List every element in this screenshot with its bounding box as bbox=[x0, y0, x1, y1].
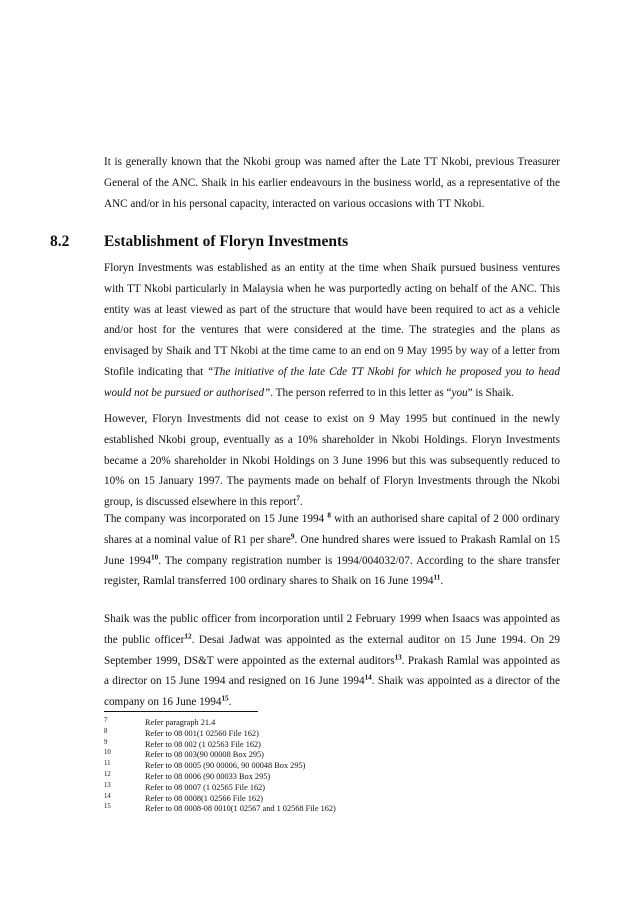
footnote-text: Refer to 08 0007 (1 02565 File 162) bbox=[145, 782, 266, 792]
intro-text: It is generally known that the Nkobi group was named after the Late TT Nkobi, previous Treasurer General of the ANC. Shaik in his earlier endeavours in the business world, as a representative of the ANC and/or in his personal capacity, interacted on various occasions with TT Nkobi. bbox=[104, 156, 560, 210]
footnote-12 bbox=[104, 772, 560, 783]
footnote-ref-12[interactable]: 12 bbox=[184, 632, 192, 641]
footnote-9 bbox=[104, 740, 560, 751]
footnote-ref-10[interactable]: 10 bbox=[151, 552, 159, 561]
footnote-text: Refer to 08 001(1 02560 File 162) bbox=[145, 728, 259, 738]
section-number: 8.2 bbox=[50, 233, 70, 250]
footnote-text: Refer to 08 002 (1 02563 File 162) bbox=[145, 739, 261, 749]
para4-text-4: . Shaik was appointed as a director of the company on 16 June 1994 bbox=[104, 675, 560, 709]
para3-text-3: . One hundred shares were issued to Prakash Ramlal on 15 June 1994 bbox=[104, 533, 560, 567]
footnote-ref-8[interactable]: 8 bbox=[327, 511, 331, 520]
footnote-text: Refer to 08 0005 (90 00006, 90 00048 Box 295) bbox=[145, 761, 306, 771]
footnote-13 bbox=[104, 783, 560, 794]
footnote-ref-7[interactable]: 7 bbox=[296, 494, 300, 503]
footnote-text: Refer paragraph 21.4 bbox=[145, 718, 216, 727]
para4-text-2: . Desai Jadwat was appointed as the external auditor on 15 June 1994. On 29 September 1999, DS&T were appointed as the external auditors bbox=[104, 633, 560, 667]
para3-text-1: The company was incorporated on 15 June 1994 bbox=[104, 513, 328, 525]
para1-end: ” is Shaik. bbox=[467, 386, 514, 399]
footnote-text: Refer to 08 003(90 00008 Box 295) bbox=[145, 750, 264, 760]
footnote-number: 15 bbox=[104, 803, 111, 811]
para4-text-3: . Prakash Ramlal was appointed as a director on 15 June 1994 and resigned on 16 June 1994 bbox=[104, 654, 560, 688]
para1-you: you bbox=[451, 386, 468, 399]
footnote-14 bbox=[104, 794, 560, 805]
footnote-number: 12 bbox=[104, 770, 111, 778]
para1-after-quote: . The person referred to in this letter as “ bbox=[270, 386, 452, 399]
footnote-ref-15[interactable]: 15 bbox=[221, 694, 229, 703]
footnote-number: 10 bbox=[104, 749, 111, 757]
footnote-ref-13[interactable]: 13 bbox=[394, 652, 402, 661]
footnote-separator bbox=[104, 711, 258, 712]
para3-text-4: . The company registration number is 1994/004032/07. According to the share transfer register, Ramlal transferred 100 ordinary shares to Shaik on 16 June 1994 bbox=[104, 554, 560, 588]
paragraph-nkobi-group bbox=[104, 409, 560, 513]
paragraph-incorporation bbox=[104, 509, 560, 592]
footnote-10 bbox=[104, 750, 560, 761]
para3-text-2: with an authorised share capital of 2 000 ordinary shares at a nominal value of R1 per share bbox=[104, 513, 560, 546]
footnote-number: 9 bbox=[104, 738, 108, 746]
para3-text-5: . bbox=[440, 575, 444, 588]
para2-end: . bbox=[299, 496, 303, 509]
footnote-number: 13 bbox=[104, 781, 111, 789]
paragraph-floryn-establishment bbox=[104, 258, 560, 404]
footnote-ref-9[interactable]: 9 bbox=[290, 532, 295, 541]
footnote-number: 11 bbox=[104, 760, 111, 768]
footnote-ref-14[interactable]: 14 bbox=[364, 673, 372, 682]
para4-text-1: Shaik was the public officer from incorporation until 2 February 1999 when Isaacs was appointed as the public officer bbox=[104, 613, 560, 646]
footnote-15 bbox=[104, 804, 560, 815]
footnote-ref-11[interactable]: 11 bbox=[433, 573, 441, 582]
footnote-11 bbox=[104, 761, 560, 772]
para2-text: However, Floryn Investments did not cease to exist on 9 May 1995 but continued in the newly established Nkobi group, eventually as a 10% shareholder in Nkobi Holdings. Floryn Investments became a 20% shareholder in Nkobi Holdings on 3 June 1996 but this was subsequently reduced to 10% on 15 January 1997. The payments made on behalf of Floryn Investments through the Nkobi group, is discussed elsewhere in this report bbox=[104, 413, 560, 509]
footnote-text: Refer to 08 0006 (90 00033 Box 295) bbox=[145, 771, 271, 781]
para4-text-5: . bbox=[228, 696, 232, 709]
para1-text: Floryn Investments was established as an entity at the time when Shaik pursued business ventures with TT Nkobi particularly in Malaysia when he was purportedly acting on behalf of the ANC. This entity was at least viewed as part of the structure that would have been required to act as a vehicle and/or host for the ventures that were considered at the time. The strategies and the plans as envisaged by Shaik and TT Nkobi at the time came to an end on 9 May 1995 by way of a letter from Stofile indicating that bbox=[104, 262, 560, 378]
footnote-text: Refer to 08 0008-08 0010(1 02567 and 1 02568 File 162) bbox=[145, 804, 336, 814]
para1-quote: “The initiative of the late Cde TT Nkobi for which he proposed you to head would not be pursued or authorised” bbox=[104, 365, 560, 399]
footnote-number: 7 bbox=[104, 717, 108, 724]
intro-paragraph bbox=[104, 152, 560, 214]
footnote-7 bbox=[104, 718, 560, 729]
section-title: Establishment of Floryn Investments bbox=[104, 233, 349, 250]
paragraph-officers bbox=[104, 609, 560, 713]
footnotes bbox=[104, 718, 560, 815]
footnote-number: 8 bbox=[104, 727, 108, 735]
footnote-number: 14 bbox=[104, 792, 111, 800]
footnote-8 bbox=[104, 729, 560, 740]
footnote-text: Refer to 08 0008(1 02566 File 162) bbox=[145, 793, 263, 803]
